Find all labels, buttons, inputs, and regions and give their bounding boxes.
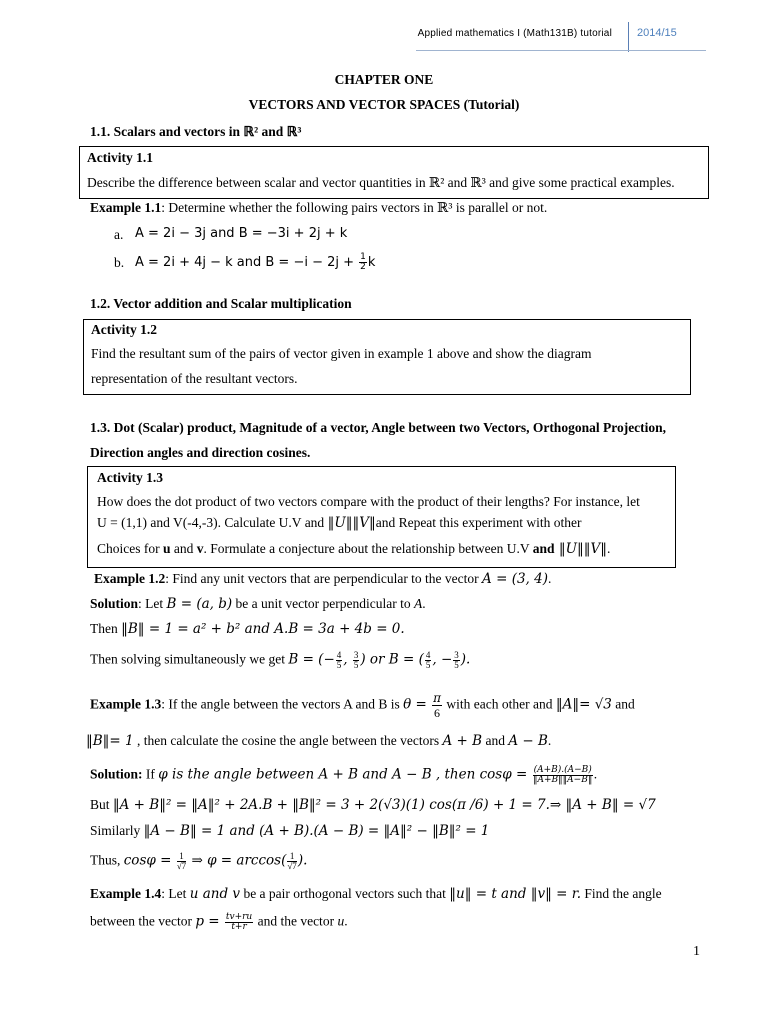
solution-text: If [142, 766, 159, 782]
example-1-1-b-part2: k [367, 255, 376, 270]
activity-1-3-line2 [97, 515, 582, 531]
denominator: 5 [425, 660, 431, 670]
result-part: ). [460, 651, 471, 668]
fraction-numerator: 1 [360, 252, 366, 262]
example-1-1-label: Example 1.1 [90, 200, 162, 215]
result-part: , [343, 651, 352, 668]
fraction-4-5 [336, 651, 343, 670]
thus-label: Thus, [90, 852, 124, 868]
vector-a: A [413, 596, 423, 611]
page-number: 1 [693, 944, 700, 959]
period: . [606, 541, 611, 556]
then-label: Then [90, 621, 122, 636]
solution-1-2 [90, 596, 426, 612]
numerator: 1 [287, 852, 296, 862]
activity-1-1-text: Describe the difference between scalar and vector quantities in ℝ² and ℝ³ and give some practical examples. [87, 175, 675, 190]
example-1-1-text: : Determine whether the following pairs vectors in ℝ³ is parallel or not. [161, 200, 548, 215]
header-rule [416, 50, 706, 51]
solution-1-3-thus [90, 852, 307, 871]
activity-1-1-title: Activity 1.1 [87, 150, 153, 165]
activity-1-3-line3-mid: . Formulate a conjecture about the relationship between U.V [203, 541, 533, 556]
fraction-4-5 [425, 651, 432, 670]
numerator: 1 [177, 852, 186, 862]
example-1-3 [90, 691, 635, 720]
example-1-2-text: : Find any unit vectors that are perpendicular to the vector [165, 571, 483, 586]
solution-1-2-result [90, 651, 470, 670]
example-1-4-line2 [90, 913, 348, 932]
activity-1-1-box [79, 146, 709, 199]
phi-definition: φ is the angle between A + B and A − B , then cosφ = [158, 766, 532, 783]
denominator: 5 [336, 660, 342, 670]
section-1-3-heading-line1: 1.3. Dot (Scalar) product, Magnitude of a vector, Angle between two Vectors, Orthogonal Projection, [90, 420, 667, 435]
activity-1-3-line3-text: Choices for [97, 541, 163, 556]
example-1-1-b-fraction [359, 253, 367, 272]
vector-u: u [162, 541, 171, 556]
denominator: √7 [287, 861, 297, 871]
fraction-p [225, 913, 253, 932]
fraction-3-5 [453, 651, 460, 670]
fraction-pi-6 [432, 691, 442, 720]
fraction-1-sqrt7 [177, 852, 186, 871]
vector-b-def: B = (a, b) [166, 596, 233, 612]
example-1-1-b-marker: b. [114, 255, 125, 270]
solution-label: Solution [90, 596, 139, 611]
numerator: π [433, 691, 441, 705]
result-part: B = (− [288, 651, 335, 668]
period: . [548, 571, 552, 586]
solution-label: Solution: [90, 766, 143, 782]
example-1-3-text: : If the angle between the vectors A and B is [161, 696, 404, 712]
activity-1-3-title: Activity 1.3 [97, 470, 163, 485]
solution-1-3-similarly [90, 823, 489, 839]
a-minus-b: A − B [508, 733, 548, 749]
period: . [593, 766, 598, 782]
denominator: 6 [434, 706, 441, 720]
and-bold: and [532, 541, 555, 556]
section-1-2-heading: 1.2. Vector addition and Scalar multiplication [90, 296, 352, 311]
activity-1-2-title: Activity 1.2 [91, 322, 157, 337]
fraction-3-5 [353, 651, 360, 670]
then-equation: ‖B‖ = 1 = a² + b² and A.B = 3a + 4b = 0. [121, 621, 405, 637]
solution-1-3 [90, 766, 597, 785]
thus-equation-2: ⇒ φ = arccos( [187, 852, 287, 869]
example-1-1-a-text: A = 2i − 3j and B = −3i + 2j + k [135, 226, 348, 241]
example-1-4-text-3: Find the angle [581, 886, 662, 901]
period: . [422, 596, 426, 611]
result-part: ) or B = ( [360, 651, 424, 668]
numerator: tv+ru [225, 912, 253, 922]
period: . [344, 913, 348, 929]
and-text: and [482, 733, 509, 748]
example-1-4-text-2: be a pair orthogonal vectors such that [240, 886, 450, 901]
example-1-1-a-marker: a. [114, 227, 124, 242]
example-1-4-line2-tail: and the vector [254, 913, 338, 929]
activity-1-2-line2: representation of the resultant vectors. [91, 371, 298, 386]
solution-text: : Let [138, 596, 167, 611]
but-label: But [90, 797, 113, 812]
denominator: √7 [176, 861, 187, 871]
vector-a-def: A = (3, 4) [482, 571, 548, 587]
vector-u: u [337, 913, 345, 929]
activity-1-3-line1: How does the dot product of two vectors compare with the product of their lengths? For instance, let [97, 494, 640, 509]
activity-1-3-line2-text: U = (1,1) and V(-4,-3). Calculate U.V and [97, 515, 328, 530]
thus-equation: cosφ = [123, 852, 176, 869]
chapter-title: CHAPTER ONE [334, 72, 434, 87]
simultaneous-text: Then solving simultaneously we get [90, 651, 289, 667]
theta: θ = [403, 696, 432, 713]
example-1-1-b-part1: A = 2i + 4j − k and B = −i − 2j + [135, 255, 359, 270]
example-1-2-label: Example 1.2 [94, 571, 166, 586]
example-1-4-text: : Let [161, 886, 190, 901]
example-1-3-text-3: , then calculate the cosine the angle between the vectors [133, 733, 443, 748]
but-equation: ‖A + B‖² = ‖A‖² + 2A.B + ‖B‖² = 3 + 2(√3)(1) cos(π /6) + 1 = 7.⇒ ‖A + B‖ = √7 [112, 797, 656, 813]
similarly-equation: ‖A − B‖ = 1 and (A + B).(A − B) = ‖A‖² − ‖B‖² = 1 [143, 823, 490, 839]
example-1-1 [90, 200, 547, 216]
example-1-1-b-text [135, 253, 375, 272]
numerator: 4 [336, 650, 342, 660]
u-and-v: u and v [189, 886, 241, 902]
result-part: , − [432, 651, 453, 668]
example-1-3-label: Example 1.3 [90, 696, 162, 712]
example-1-4 [90, 886, 662, 902]
and-text: and [611, 696, 635, 712]
fraction-denominator: 2 [360, 262, 366, 272]
example-1-3-text-2: with each other and [443, 696, 556, 712]
thus-equation-3: ). [297, 852, 308, 869]
norm-product-uv: ‖U‖‖V‖ [327, 515, 376, 531]
denominator: ‖A+B‖‖A−B‖ [533, 775, 593, 785]
numerator: (A+B).(A−B) [533, 765, 592, 775]
norm-product-uv-2: ‖U‖‖V‖ [554, 541, 607, 557]
cos-phi-fraction [533, 766, 593, 785]
period: . [547, 733, 552, 748]
similarly-label: Similarly [90, 823, 144, 838]
norm-b: ‖B‖= 1 [86, 733, 134, 749]
solution-1-3-but [90, 797, 656, 813]
example-1-3-line2 [86, 733, 551, 749]
denominator: t+r [231, 922, 247, 932]
activity-1-2-line1: Find the resultant sum of the pairs of vector given in example 1 above and show the diagram [91, 346, 592, 361]
denominator: 5 [353, 660, 359, 670]
header-year: 2014/15 [637, 27, 677, 39]
numerator: 3 [454, 650, 459, 660]
norm-a: ‖A‖= √3 [555, 696, 612, 713]
solution-1-2-then [90, 621, 405, 637]
activity-1-2-box [83, 319, 691, 395]
norm-condition: ‖u‖ = t and ‖v‖ = r. [449, 886, 582, 902]
example-1-4-line2-text: between the vector [90, 913, 196, 929]
and-text: and [170, 541, 197, 556]
vector-p: p = [195, 913, 224, 930]
activity-1-3-line2-tail: and Repeat this experiment with other [375, 515, 582, 530]
fraction-1-sqrt7 [287, 852, 296, 871]
section-1-1-heading: 1.1. Scalars and vectors in ℝ² and ℝ³ [90, 124, 302, 139]
denominator: 5 [454, 660, 459, 670]
example-1-2 [94, 571, 551, 587]
activity-1-3-box [87, 466, 676, 568]
section-1-3-heading-line2: Direction angles and direction cosines. [90, 445, 311, 460]
example-1-4-label: Example 1.4 [90, 886, 162, 901]
vector-v: v [196, 541, 204, 556]
header-course: Applied mathematics I (Math131B) tutorial [417, 28, 612, 39]
chapter-subtitle: VECTORS AND VECTOR SPACES (Tutorial) [248, 97, 520, 112]
solution-text-2: be a unit vector perpendicular to [232, 596, 414, 611]
a-plus-b: A + B [442, 733, 483, 749]
activity-1-3-line3 [97, 541, 610, 557]
numerator: 4 [425, 650, 431, 660]
numerator: 3 [353, 650, 359, 660]
header-divider [628, 22, 629, 52]
